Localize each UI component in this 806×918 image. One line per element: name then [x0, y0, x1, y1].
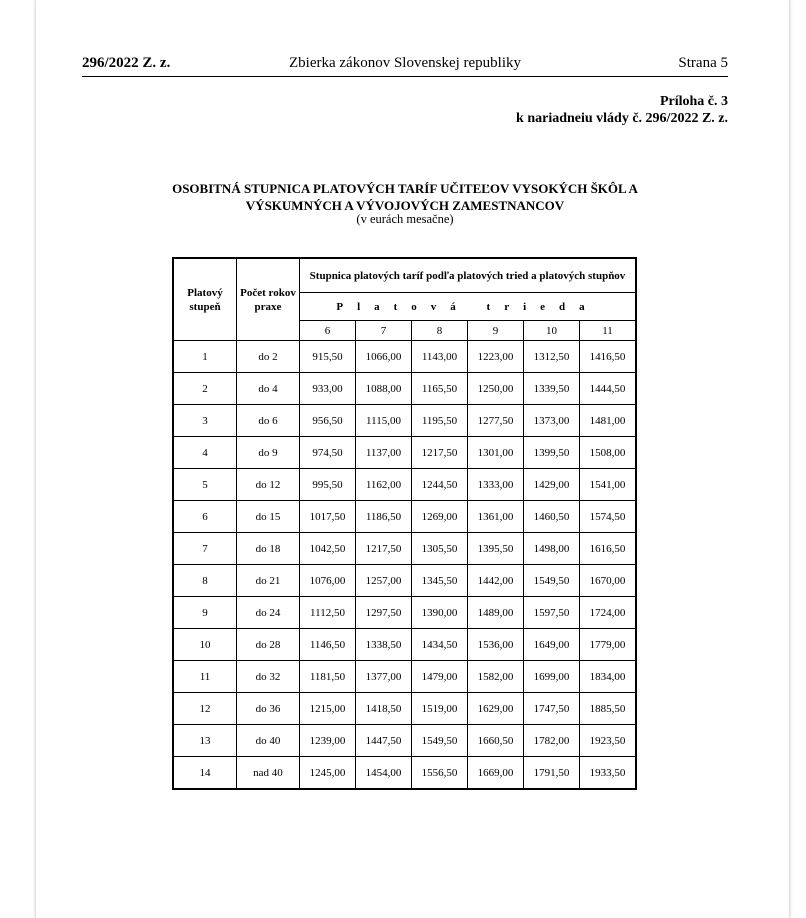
- class-number: 10: [524, 321, 580, 341]
- salary-cell: 1143,00: [412, 341, 468, 373]
- salary-cell: 1660,50: [468, 725, 524, 757]
- salary-cell: 1556,50: [412, 757, 468, 790]
- salary-cell: 1223,00: [468, 341, 524, 373]
- document-title: [82, 180, 728, 214]
- salary-cell: 1444,50: [580, 373, 637, 405]
- class-number: 11: [580, 321, 637, 341]
- salary-cell: 1481,00: [580, 405, 637, 437]
- salary-cell: 1399,50: [524, 437, 580, 469]
- salary-cell: 1112,50: [300, 597, 356, 629]
- grade-cell: 10: [173, 629, 237, 661]
- years-cell: do 18: [237, 533, 300, 565]
- salary-table: [172, 257, 637, 790]
- salary-cell: 1195,50: [412, 405, 468, 437]
- table-row: [173, 725, 636, 757]
- salary-cell: 995,50: [300, 469, 356, 501]
- years-cell: do 4: [237, 373, 300, 405]
- years-cell: do 12: [237, 469, 300, 501]
- salary-cell: 1429,00: [524, 469, 580, 501]
- salary-cell: 1165,50: [412, 373, 468, 405]
- salary-cell: 1923,50: [580, 725, 637, 757]
- salary-cell: 1460,50: [524, 501, 580, 533]
- grade-cell: 8: [173, 565, 237, 597]
- table-row: [173, 661, 636, 693]
- salary-cell: 1373,00: [524, 405, 580, 437]
- page-number: Strana 5: [678, 55, 728, 71]
- salary-cell: 1670,00: [580, 565, 637, 597]
- table-row: [173, 533, 636, 565]
- grade-cell: 12: [173, 693, 237, 725]
- table-row: [173, 501, 636, 533]
- salary-cell: 1629,00: [468, 693, 524, 725]
- years-cell: do 32: [237, 661, 300, 693]
- years-cell: do 24: [237, 597, 300, 629]
- years-cell: do 40: [237, 725, 300, 757]
- years-cell: do 9: [237, 437, 300, 469]
- class-number: 6: [300, 321, 356, 341]
- salary-cell: 1333,00: [468, 469, 524, 501]
- grade-cell: 7: [173, 533, 237, 565]
- grade-cell: 2: [173, 373, 237, 405]
- salary-cell: 1416,50: [580, 341, 637, 373]
- years-cell: do 21: [237, 565, 300, 597]
- salary-cell: 1217,50: [412, 437, 468, 469]
- salary-cell: 1447,50: [356, 725, 412, 757]
- salary-cell: 1834,00: [580, 661, 637, 693]
- header-class: Platová trieda: [300, 293, 637, 321]
- salary-cell: 1669,00: [468, 757, 524, 790]
- grade-cell: 6: [173, 501, 237, 533]
- salary-cell: 1066,00: [356, 341, 412, 373]
- header-years: Počet rokov praxe: [237, 258, 300, 341]
- years-cell: do 6: [237, 405, 300, 437]
- salary-cell: 1434,50: [412, 629, 468, 661]
- grade-cell: 4: [173, 437, 237, 469]
- table-row: [173, 693, 636, 725]
- salary-cell: 1616,50: [580, 533, 637, 565]
- years-cell: do 2: [237, 341, 300, 373]
- salary-cell: 1885,50: [580, 693, 637, 725]
- table-row: [173, 757, 636, 790]
- salary-cell: 1390,00: [412, 597, 468, 629]
- salary-cell: 1217,50: [356, 533, 412, 565]
- header-grade: Platový stupeň: [173, 258, 237, 341]
- salary-cell: 933,00: [300, 373, 356, 405]
- salary-cell: 1724,00: [580, 597, 637, 629]
- class-number: 8: [412, 321, 468, 341]
- salary-cell: 1536,00: [468, 629, 524, 661]
- table-row: [173, 405, 636, 437]
- salary-cell: 1301,00: [468, 437, 524, 469]
- salary-cell: 1245,00: [300, 757, 356, 790]
- grade-cell: 3: [173, 405, 237, 437]
- page-header: [82, 55, 728, 75]
- table-row: [173, 597, 636, 629]
- salary-cell: 915,50: [300, 341, 356, 373]
- grade-cell: 14: [173, 757, 237, 790]
- salary-cell: 1791,50: [524, 757, 580, 790]
- salary-cell: 1115,00: [356, 405, 412, 437]
- grade-cell: 13: [173, 725, 237, 757]
- salary-cell: 1574,50: [580, 501, 637, 533]
- salary-cell: 1747,50: [524, 693, 580, 725]
- class-number: 7: [356, 321, 412, 341]
- collection-title: Zbierka zákonov Slovenskej republiky: [288, 55, 522, 71]
- salary-cell: 1162,00: [356, 469, 412, 501]
- table-body: [173, 341, 636, 790]
- annex-reference: [516, 93, 728, 127]
- salary-cell: 1146,50: [300, 629, 356, 661]
- salary-cell: 1339,50: [524, 373, 580, 405]
- years-cell: nad 40: [237, 757, 300, 790]
- salary-cell: 1017,50: [300, 501, 356, 533]
- salary-cell: 1239,00: [300, 725, 356, 757]
- salary-cell: 1519,00: [412, 693, 468, 725]
- salary-cell: 1181,50: [300, 661, 356, 693]
- salary-cell: 1508,00: [580, 437, 637, 469]
- header-scale: Stupnica platových taríf podľa platových tried a platových stupňov: [300, 258, 637, 293]
- salary-cell: 1088,00: [356, 373, 412, 405]
- salary-cell: 1489,00: [468, 597, 524, 629]
- salary-cell: 1779,00: [580, 629, 637, 661]
- table-row: [173, 341, 636, 373]
- salary-cell: 1137,00: [356, 437, 412, 469]
- salary-cell: 1582,00: [468, 661, 524, 693]
- salary-cell: 974,50: [300, 437, 356, 469]
- salary-cell: 956,50: [300, 405, 356, 437]
- grade-cell: 1: [173, 341, 237, 373]
- table-row: [173, 373, 636, 405]
- salary-cell: 1498,00: [524, 533, 580, 565]
- salary-cell: 1338,50: [356, 629, 412, 661]
- salary-cell: 1649,00: [524, 629, 580, 661]
- grade-cell: 11: [173, 661, 237, 693]
- annex-line-2: k nariadneiu vlády č. 296/2022 Z. z.: [516, 111, 728, 126]
- salary-cell: 1541,00: [580, 469, 637, 501]
- salary-cell: 1269,00: [412, 501, 468, 533]
- class-number: 9: [468, 321, 524, 341]
- salary-cell: 1549,50: [524, 565, 580, 597]
- salary-cell: 1244,50: [412, 469, 468, 501]
- header-divider: [82, 76, 728, 77]
- salary-cell: 1377,00: [356, 661, 412, 693]
- salary-cell: 1933,50: [580, 757, 637, 790]
- salary-cell: 1549,50: [412, 725, 468, 757]
- salary-cell: 1442,00: [468, 565, 524, 597]
- salary-cell: 1250,00: [468, 373, 524, 405]
- salary-cell: 1597,50: [524, 597, 580, 629]
- title-line-2: VÝSKUMNÝCH A VÝVOJOVÝCH ZAMESTNANCOV: [245, 198, 565, 213]
- salary-cell: 1418,50: [356, 693, 412, 725]
- salary-cell: 1042,50: [300, 533, 356, 565]
- salary-cell: 1699,00: [524, 661, 580, 693]
- salary-cell: 1782,00: [524, 725, 580, 757]
- grade-cell: 5: [173, 469, 237, 501]
- document-subtitle: (v eurách mesačne): [356, 212, 454, 226]
- salary-cell: 1305,50: [412, 533, 468, 565]
- table-row: [173, 437, 636, 469]
- salary-cell: 1277,50: [468, 405, 524, 437]
- salary-cell: 1257,00: [356, 565, 412, 597]
- salary-cell: 1312,50: [524, 341, 580, 373]
- salary-cell: 1454,00: [356, 757, 412, 790]
- salary-cell: 1215,00: [300, 693, 356, 725]
- salary-cell: 1361,00: [468, 501, 524, 533]
- annex-line-1: Príloha č. 3: [659, 94, 728, 109]
- salary-cell: 1479,00: [412, 661, 468, 693]
- salary-cell: 1395,50: [468, 533, 524, 565]
- salary-cell: 1076,00: [300, 565, 356, 597]
- salary-cell: 1186,50: [356, 501, 412, 533]
- salary-cell: 1345,50: [412, 565, 468, 597]
- years-cell: do 15: [237, 501, 300, 533]
- table-row: [173, 565, 636, 597]
- table-row: [173, 629, 636, 661]
- law-number: 296/2022 Z. z.: [82, 55, 171, 71]
- years-cell: do 36: [237, 693, 300, 725]
- salary-cell: 1297,50: [356, 597, 412, 629]
- table-row: [173, 469, 636, 501]
- years-cell: do 28: [237, 629, 300, 661]
- title-line-1: OSOBITNÁ STUPNICA PLATOVÝCH TARÍF UČITEĽOV VYSOKÝCH ŠKÔL A: [172, 181, 638, 196]
- grade-cell: 9: [173, 597, 237, 629]
